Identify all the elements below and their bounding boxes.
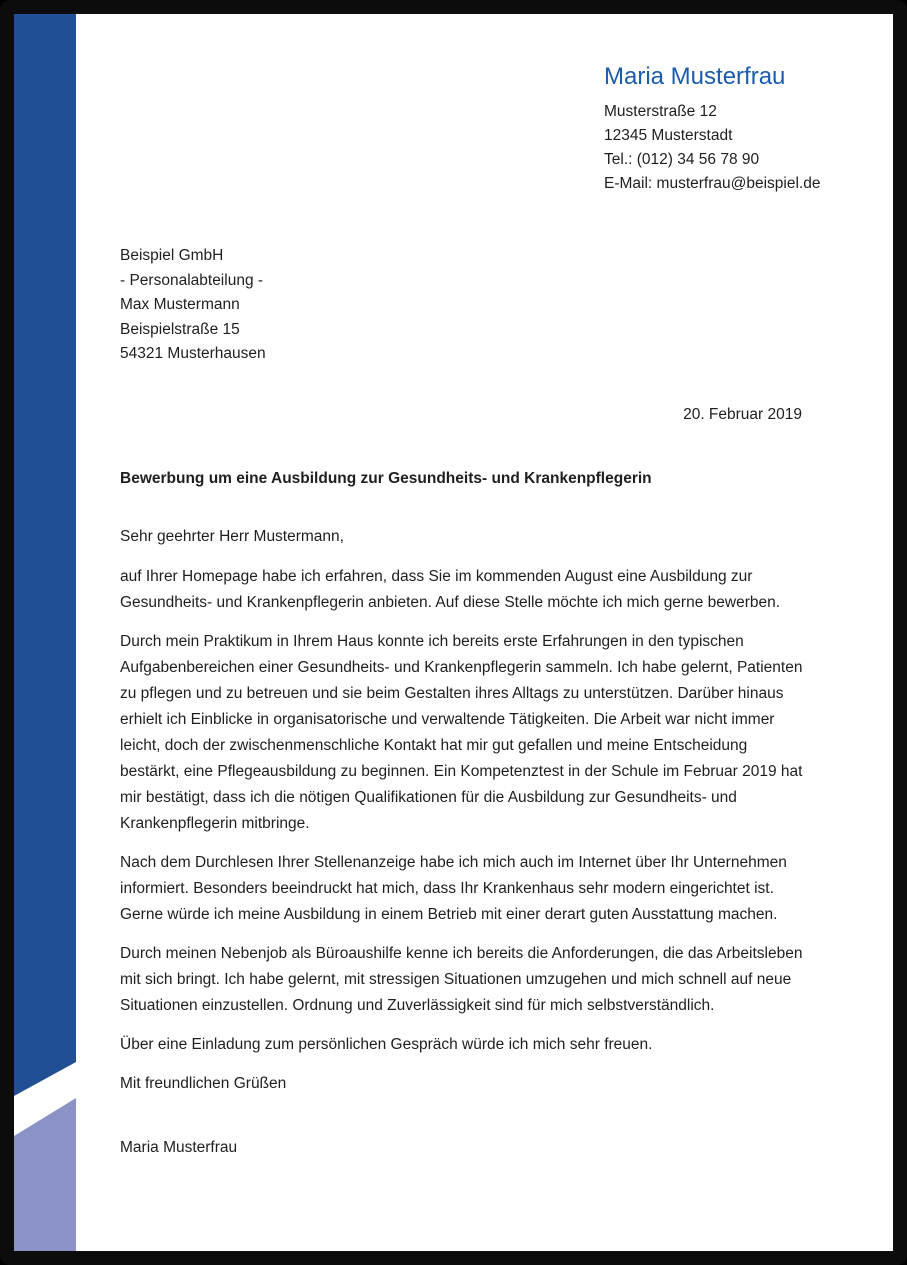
salutation: Sehr geehrter Herr Mustermann,	[120, 528, 344, 545]
recipient-contact: Max Mustermann	[120, 296, 240, 313]
sender-city: 12345 Musterstadt	[604, 127, 733, 144]
sender-block	[604, 62, 820, 196]
paragraph-company: Nach dem Durchlesen Ihrer Stellenanzeige habe ich mich auch im Internet über Ihr Unternehmen informiert. Besonders beeindruckt hat mich, dass Ihr Krankenhaus sehr modern eingerichtet ist. Gerne würde ich meine Ausbildung in einem Betrieb mit einer derart guten Ausstattung machen.	[120, 854, 787, 923]
sender-name: Maria Musterfrau	[604, 63, 786, 90]
closing: Mit freundlichen Grüßen	[120, 1075, 287, 1092]
recipient-block	[120, 244, 266, 367]
accent-stripe-dark	[14, 14, 76, 1096]
accent-stripe-light	[14, 1098, 76, 1251]
accent-stripe	[14, 14, 76, 1251]
paragraph-intro: auf Ihrer Homepage habe ich erfahren, dass Sie im kommenden August eine Ausbildung zur Gesundheits- und Krankenpflegerin anbieten. Auf diese Stelle möchte ich mich gerne bewerben.	[120, 568, 781, 611]
recipient-department: - Personalabteilung -	[120, 271, 264, 289]
subject-line: Bewerbung um eine Ausbildung zur Gesundheits- und Krankenpflegerin	[120, 470, 652, 487]
letter-page	[14, 14, 893, 1251]
sender-street: Musterstraße 12	[604, 103, 717, 120]
recipient-company: Beispiel GmbH	[120, 247, 224, 264]
letter-date: 20. Februar 2019	[683, 406, 802, 423]
paragraph-invitation: Über eine Einladung zum persönlichen Gespräch würde ich mich sehr freuen.	[120, 1036, 653, 1053]
sender-phone: Tel.: (012) 34 56 78 90	[604, 151, 760, 168]
recipient-street: Beispielstraße 15	[120, 320, 240, 338]
signature-name: Maria Musterfrau	[120, 1139, 238, 1156]
sender-email: E-Mail: musterfrau@beispiel.de	[604, 175, 821, 192]
paragraph-skills: Durch meinen Nebenjob als Büroaushilfe kenne ich bereits die Anforderungen, die das Arbeitsleben mit sich bringt. Ich habe gelernt, mit stressigen Situationen umzugehen und mich schnell auf neue Situationen einzustellen. Ordnung und Zuverlässigkeit sind für mich selbstverständlich.	[120, 945, 803, 1014]
recipient-city: 54321 Musterhausen	[120, 345, 266, 362]
letter-body	[120, 466, 804, 1161]
paragraph-experience: Durch mein Praktikum in Ihrem Haus konnte ich bereits erste Erfahrungen in den typischen Aufgabenbereichen einer Gesundheits- und Krankenpflegerin sammeln. Ich habe gelernt, Patienten zu pflegen und zu betreuen und sie beim Gestalten ihres Alltags zu unterstützen. Darüber hinaus erhielt ich Einblicke in organisatorische und verwaltende Tätigkeiten. Die Arbeit war nicht immer leicht, doch der zwischenmenschliche Kontakt hat mir gut gefallen und meine Entscheidung bestärkt, eine Pflegeausbildung zu beginnen. Ein Kompetenztest in der Schule im Februar 2019 hat mir bestätigt, dass ich die nötigen Qualifikationen für die Ausbildung zur Gesundheits- und Krankenpflegerin mitbringe.	[120, 633, 803, 832]
